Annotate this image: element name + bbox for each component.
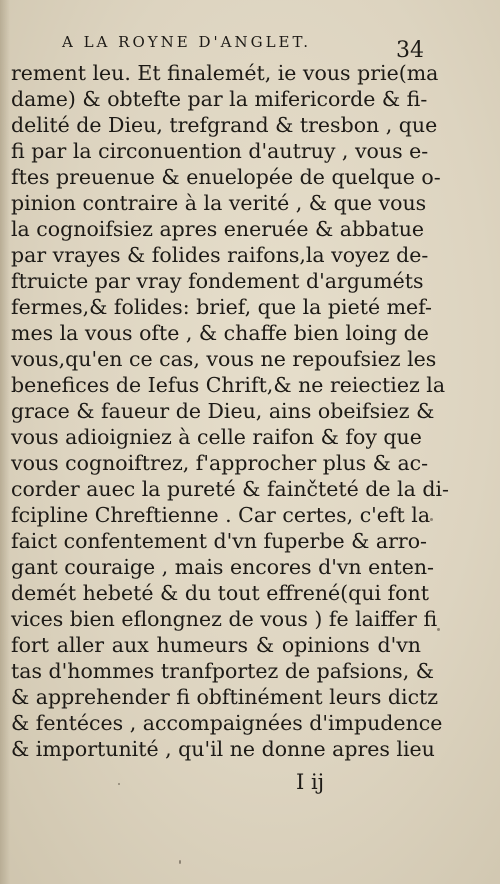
paper-speck xyxy=(179,860,181,864)
running-head: A LA ROYNE D'ANGLET. xyxy=(62,33,312,51)
text-line: demét hebeté & du tout effrené(qui font xyxy=(11,581,429,605)
text-line: rement leu. Et finalemét, ie vous prie(ma xyxy=(11,61,439,85)
text-line: pinion contraire à la verité , & que vous xyxy=(11,191,427,215)
text-line: & importunité , qu'il ne donne apres lieu xyxy=(11,737,435,761)
text-line: dame) & obtefte par la mifericorde & fi- xyxy=(11,87,428,111)
text-line: la cognoifsiez apres eneruée & abbatue xyxy=(11,217,425,241)
page-number: 34 xyxy=(396,38,424,63)
paper-speck xyxy=(118,783,120,785)
body-text xyxy=(11,60,449,762)
gutter-shadow xyxy=(0,0,10,884)
text-line: fcipline Chreftienne . Car certes, c'eft la xyxy=(11,503,431,527)
text-line: & fentéces , accompaignées d'impudence xyxy=(11,711,443,735)
text-line: vous cognoiftrez, f'approcher plus & ac- xyxy=(11,451,429,475)
text-line: gant couraige , mais encores d'vn enten- xyxy=(11,555,434,579)
paper-speck xyxy=(437,628,440,631)
text-line: & apprehender fi obftinément leurs dictz xyxy=(11,685,439,709)
text-line: delité de Dieu, trefgrand & tresbon , que xyxy=(11,113,438,137)
paper-speck xyxy=(430,518,433,521)
text-line: ftruicte par vray fondement d'arguméts xyxy=(11,269,424,293)
text-line: corder auec la pureté & fainčteté de la di- xyxy=(11,477,449,501)
text-line: grace & faueur de Dieu, ains obeifsiez & xyxy=(11,399,435,423)
text-line: ftes preuenue & enuelopée de quelque o- xyxy=(11,165,441,189)
text-line: fi par la circonuention d'autruy , vous e- xyxy=(11,139,429,163)
text-line: tas d'hommes tranfportez de pafsions, & xyxy=(11,659,434,683)
text-line: vices bien eflongnez de vous ) fe laiffer fi xyxy=(11,607,438,631)
text-line: vous,qu'en ce cas, vous ne repoufsiez les xyxy=(11,347,437,371)
text-line: mes la vous ofte , & chaffe bien loing de xyxy=(11,321,429,345)
text-line: fermes,& folides: brief, que la pieté mef- xyxy=(11,295,432,319)
text-line: faict confentement d'vn fuperbe & arro- xyxy=(11,529,427,553)
text-line: vous adioigniez à celle raifon & foy que xyxy=(11,425,422,449)
text-line: benefices de Iefus Chrift,& ne reiectiez la xyxy=(11,373,446,397)
text-line: par vrayes & folides raifons,la voyez de- xyxy=(11,243,429,267)
text-line: fort aller aux humeurs & opinions d'vn xyxy=(11,633,421,657)
signature-mark: I ij xyxy=(296,770,325,794)
